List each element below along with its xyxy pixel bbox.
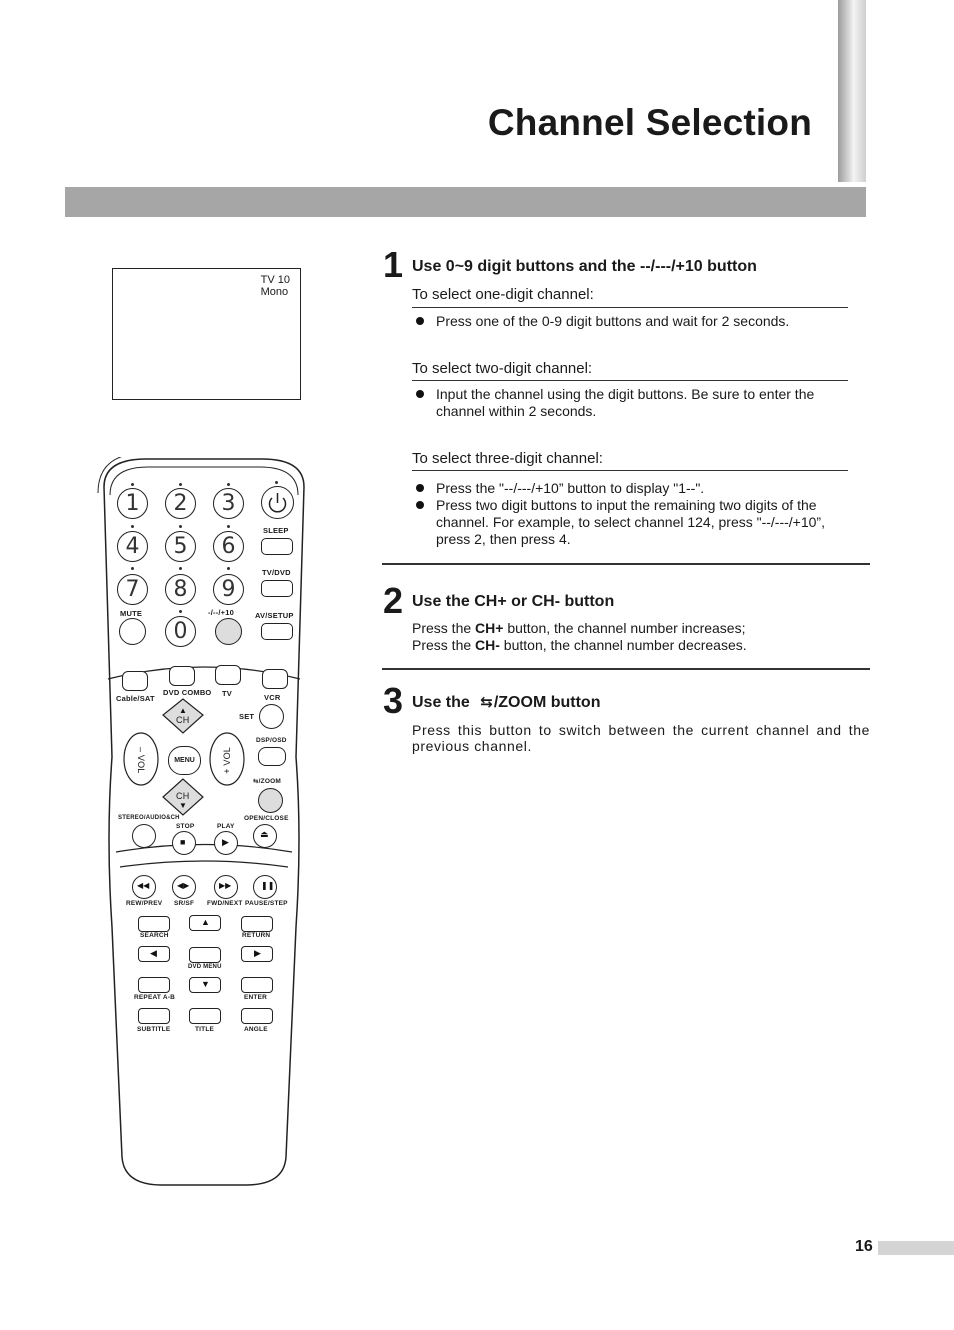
plus10-button[interactable] xyxy=(215,618,242,645)
plus10-label: -/--/+10 xyxy=(208,608,234,617)
step-3-body: Press this button to switch between the current channel and the previous channel. xyxy=(412,722,870,754)
tv-mode-label: TV xyxy=(222,689,232,698)
nav-left-button[interactable] xyxy=(138,946,170,962)
text-fragment: Press the xyxy=(412,620,476,636)
up-arrow-icon: ▲ xyxy=(201,917,210,927)
power-button[interactable] xyxy=(261,486,294,519)
play-label: PLAY xyxy=(217,823,235,830)
step-3-heading xyxy=(412,693,600,712)
nav-down-button[interactable] xyxy=(189,977,221,993)
forward-icon: ▶▶ xyxy=(219,881,232,890)
sleep-button[interactable] xyxy=(261,538,293,555)
mute-button[interactable] xyxy=(119,618,146,645)
text-fragment: /ZOOM button xyxy=(493,694,601,711)
recall-icon: ⇆ xyxy=(480,694,493,711)
two-digit-item: Input the channel using the digit buttons. Be sure to enter the channel within 2 seconds. xyxy=(436,386,815,419)
bullet-icon xyxy=(416,317,424,325)
step-3-number: 3 xyxy=(383,680,404,721)
one-digit-item: Press one of the 0-9 digit buttons and wait for 2 seconds. xyxy=(436,313,790,329)
bullet-icon xyxy=(416,390,424,398)
pausestep-label: PAUSE/STEP xyxy=(245,900,288,907)
subtitle-button[interactable] xyxy=(138,1008,170,1024)
set-label: SET xyxy=(239,712,255,721)
remote-body-outline xyxy=(96,457,312,1190)
bullet-icon xyxy=(416,501,424,509)
page-title: Channel Selection xyxy=(487,102,812,143)
menu-button[interactable] xyxy=(168,746,201,775)
down-arrow-icon: ▼ xyxy=(201,979,210,989)
tv-screen-illustration xyxy=(112,268,301,400)
avsetup-button[interactable] xyxy=(261,623,293,640)
digit-button-7[interactable]: 7 xyxy=(117,574,148,605)
return-button[interactable] xyxy=(241,916,273,932)
step-2-line-2 xyxy=(412,637,862,654)
dvdcombo-label: DVD COMBO xyxy=(163,688,212,697)
tv-osd xyxy=(261,274,290,298)
openclose-label: OPEN/CLOSE xyxy=(244,815,289,822)
nav-up-button[interactable] xyxy=(189,915,221,931)
step-2-line-1 xyxy=(412,620,862,637)
stop-icon: ■ xyxy=(180,837,186,847)
dsposd-label: DSP/OSD xyxy=(256,737,287,744)
ch-up-arrow-icon: ▲ xyxy=(179,706,187,715)
dsposd-button[interactable] xyxy=(258,747,286,766)
digit-button-6[interactable]: 6 xyxy=(213,531,244,562)
side-tab-decoration xyxy=(838,0,866,182)
digit-button-0[interactable]: 0 xyxy=(165,616,196,647)
stereo-button[interactable] xyxy=(132,824,156,848)
three-digit-title: To select three-digit channel: xyxy=(412,450,603,467)
nav-right-button[interactable] xyxy=(241,946,273,962)
stereo-label: STEREO/AUDIO&CH xyxy=(118,815,180,821)
two-digit-title: To select two-digit channel: xyxy=(412,360,593,377)
srsf-label: SR/SF xyxy=(174,900,195,907)
set-button[interactable] xyxy=(259,704,284,729)
cablesat-button[interactable] xyxy=(122,671,148,691)
indicator-dot xyxy=(275,481,278,484)
vcr-label: VCR xyxy=(264,693,281,702)
tvdvd-label: TV/DVD xyxy=(262,568,291,577)
one-digit-title: To select one-digit channel: xyxy=(412,286,594,303)
indicator-dot xyxy=(227,483,230,486)
step-2-number: 2 xyxy=(383,580,404,621)
eject-icon: ⏏ xyxy=(260,829,269,839)
zoom-label-text: /ZOOM xyxy=(258,778,281,785)
three-digit-item-1: Press the "--/---/+10” button to display "1--". xyxy=(436,480,705,496)
pausestep-button[interactable] xyxy=(253,875,277,899)
three-digit-item-2: Press two digit buttons to input the remaining two digits of the channel. For example, to select channel 124, press "--/---/+10”, press 2, then press 4. xyxy=(436,497,825,547)
srsf-button[interactable] xyxy=(172,875,196,899)
ch-down-arrow-icon: ▼ xyxy=(179,801,187,810)
indicator-dot xyxy=(227,525,230,528)
vol-up-text: VOL xyxy=(222,747,232,766)
text-fragment: button, the channel number increases; xyxy=(503,620,746,636)
cablesat-label: Cable/SAT xyxy=(116,694,155,703)
step-1-heading: Use 0~9 digit buttons and the --/---/+10 button xyxy=(412,258,757,275)
repeatab-button[interactable] xyxy=(138,977,170,993)
enter-button[interactable] xyxy=(241,977,273,993)
sleep-label: SLEEP xyxy=(263,526,289,535)
vol-down-text: VOL xyxy=(136,754,146,774)
slow-icon: ◀▶ xyxy=(177,881,190,890)
search-label: SEARCH xyxy=(140,932,169,939)
angle-button[interactable] xyxy=(241,1008,273,1024)
rewprev-label: REW/PREV xyxy=(126,900,163,907)
section-divider xyxy=(382,563,870,565)
ch-down-label: CH xyxy=(176,791,190,801)
bullet-icon xyxy=(416,484,424,492)
indicator-dot xyxy=(131,567,134,570)
digit-button-4[interactable]: 4 xyxy=(117,531,148,562)
play-icon: ▶ xyxy=(222,837,229,847)
digit-button-3[interactable]: 3 xyxy=(213,488,244,519)
menu-label: MENU xyxy=(174,757,195,764)
rewprev-button[interactable] xyxy=(132,875,156,899)
left-arrow-icon: ◀ xyxy=(150,948,157,958)
digit-button-2[interactable]: 2 xyxy=(165,488,196,519)
rewind-icon: ◀◀ xyxy=(137,881,150,890)
step-1-number: 1 xyxy=(383,244,404,285)
indicator-dot xyxy=(179,525,182,528)
section-divider xyxy=(382,668,870,670)
angle-label: ANGLE xyxy=(244,1026,268,1033)
digit-button-5[interactable]: 5 xyxy=(165,531,196,562)
indicator-dot xyxy=(131,525,134,528)
title-button[interactable] xyxy=(189,1008,221,1024)
fwdnext-button[interactable] xyxy=(214,875,238,899)
play-button[interactable] xyxy=(214,831,238,855)
openclose-button[interactable] xyxy=(253,824,277,848)
right-arrow-icon: ▶ xyxy=(254,948,261,958)
digit-button-1[interactable]: 1 xyxy=(117,488,148,519)
ch-minus-term: CH- xyxy=(475,637,500,653)
dvdmenu-label: DVD MENU xyxy=(188,964,222,970)
header-band xyxy=(65,187,866,217)
stop-button[interactable] xyxy=(172,831,196,855)
ch-plus-term: CH+ xyxy=(475,620,504,636)
tvdvd-button[interactable] xyxy=(261,580,293,597)
ch-up-label: CH xyxy=(176,715,190,725)
mute-label: MUTE xyxy=(120,609,143,618)
enter-label: ENTER xyxy=(244,994,268,1001)
indicator-dot xyxy=(131,483,134,486)
repeatab-label: REPEAT A-B xyxy=(134,994,175,1001)
vol-down-label: – VOL xyxy=(136,747,146,774)
tv-mode-button[interactable] xyxy=(215,665,241,685)
recall-zoom-button[interactable] xyxy=(258,788,283,813)
tv-osd-audio: Mono xyxy=(260,286,289,298)
dvdcombo-button[interactable] xyxy=(169,666,195,686)
dvdmenu-button[interactable] xyxy=(189,947,221,963)
title-label: TITLE xyxy=(195,1026,215,1033)
divider xyxy=(412,307,848,308)
power-icon xyxy=(262,487,293,518)
text-fragment: button, the channel number decreases. xyxy=(499,637,747,653)
stop-label: STOP xyxy=(176,823,195,830)
return-label: RETURN xyxy=(242,932,271,939)
vol-up-label: + VOL xyxy=(222,747,232,774)
zoom-label: ⇆/ZOOM xyxy=(253,778,281,785)
indicator-dot xyxy=(179,483,182,486)
tv-osd-channel: TV 10 xyxy=(260,274,290,286)
indicator-dot xyxy=(227,567,230,570)
indicator-dot xyxy=(179,567,182,570)
subtitle-label: SUBTITLE xyxy=(137,1026,171,1033)
divider xyxy=(412,380,848,381)
footer-bar xyxy=(878,1241,954,1255)
divider xyxy=(412,470,848,471)
avsetup-label: AV/SETUP xyxy=(255,611,294,620)
pause-icon: ❚❚ xyxy=(261,881,275,890)
indicator-dot xyxy=(179,610,182,613)
digit-button-8[interactable]: 8 xyxy=(165,574,196,605)
text-fragment: Use the xyxy=(412,694,475,711)
page-number: 16 xyxy=(855,1238,873,1255)
step-2-heading: Use the CH+ or CH- button xyxy=(412,593,615,610)
search-button[interactable] xyxy=(138,916,170,932)
remote-control-illustration xyxy=(96,457,312,1190)
fwdnext-label: FWD/NEXT xyxy=(207,900,243,907)
text-fragment: Press the xyxy=(412,637,476,653)
digit-button-9[interactable]: 9 xyxy=(213,574,244,605)
vcr-button[interactable] xyxy=(262,669,288,689)
